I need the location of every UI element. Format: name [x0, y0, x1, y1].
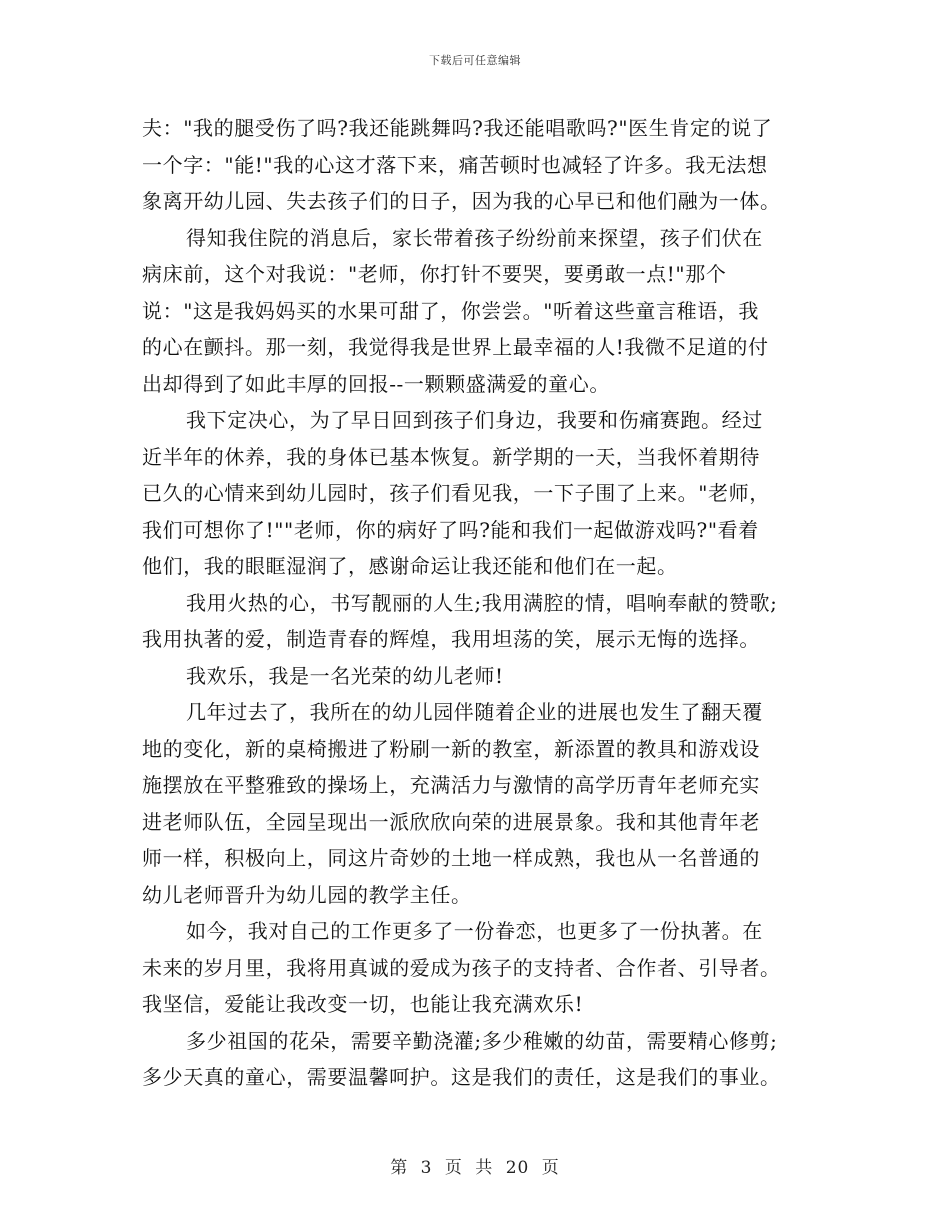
text-line: 病床前，这个对我说："老师，你打针不要哭，要勇敢一点!"那个: [142, 262, 727, 286]
text-line: 我下定决心，为了早日回到孩子们身边，我要和伤痛赛跑。经过: [186, 408, 763, 432]
text-line: 我坚信，爱能让我改变一切，也能让我充满欢乐!: [142, 992, 584, 1016]
text-line: 说："这是我妈妈买的水果可甜了，你尝尝。"听着这些童言稚语，我: [142, 298, 759, 323]
text-line: 师一样，积极向上，同这片奇妙的土地一样成熟，我也从一名普通的: [142, 846, 760, 870]
text-line: 近半年的休养，我的身体已基本恢复。新学期的一天，当我怀着期待: [142, 444, 760, 469]
text-line: 已久的心情来到幼儿园时，孩子们看见我，一下子围了上来。"老师，: [142, 481, 770, 505]
text-line: 我用执著的爱，制造青春的辉煌，我用坦荡的笑，展示无悔的选择。: [142, 627, 760, 651]
text-line: 我们可想你了!""老师，你的病好了吗?能和我们一起做游戏吗?"看着: [142, 517, 759, 542]
page-number-footer: 第 3 页 共 20 页: [390, 1158, 560, 1178]
text-line: 多少祖国的花朵，需要辛勤浇灌;多少稚嫩的幼苗，需要精心修剪;: [186, 1028, 778, 1053]
text-line: 我欢乐，我是一名光荣的幼儿老师!: [186, 663, 504, 688]
text-line: 施摆放在平整雅致的操场上，充满活力与激情的高学历青年老师充实: [142, 773, 760, 797]
text-line: 得知我住院的消息后，家长带着孩子纷纷前来探望，孩子们伏在: [186, 225, 763, 250]
text-line: 地的变化，新的桌椅搬进了粉刷一新的教室，新添置的教具和游戏设: [142, 736, 760, 761]
text-line: 象离开幼儿园、失去孩子们的日子，因为我的心早已和他们融为一体。: [142, 189, 781, 213]
text-line: 的心在颤抖。那一刻，我觉得我是世界上最幸福的人!我微不足道的付: [142, 335, 769, 359]
page-header-note: 下载后可任意编辑: [429, 54, 521, 67]
text-line: 我用火热的心，书写靓丽的人生;我用满腔的情，唱响奉献的赞歌;: [186, 590, 778, 615]
text-line: 几年过去了，我所在的幼儿园伴随着企业的进展也发生了翻天覆: [186, 700, 763, 724]
document-body: [142, 110, 802, 1096]
text-line: 未来的岁月里，我将用真诚的爱成为孩子的支持者、合作者、引导者。: [142, 955, 781, 980]
text-line: 出却得到了如此丰厚的回报--一颗颗盛满爱的童心。: [142, 371, 610, 396]
text-line: 进老师队伍，全园呈现出一派欣欣向荣的进展景象。我和其他青年老: [142, 809, 760, 834]
text-line: 他们，我的眼眶湿润了，感谢命运让我还能和他们在一起。: [142, 554, 678, 578]
text-line: 夫："我的腿受伤了吗?我还能跳舞吗?我还能唱歌吗?"医生肯定的说了: [142, 116, 773, 140]
text-line: 幼儿老师晋升为幼儿园的教学主任。: [142, 882, 472, 907]
text-line: 一个字："能!"我的心这才落下来，痛苦顿时也减轻了许多。我无法想: [142, 152, 768, 177]
text-line: 多少天真的童心，需要温馨呵护。这是我们的责任，这是我们的事业。: [142, 1065, 781, 1089]
text-line: 如今，我对自己的工作更多了一份眷恋，也更多了一份执著。在: [186, 919, 763, 943]
